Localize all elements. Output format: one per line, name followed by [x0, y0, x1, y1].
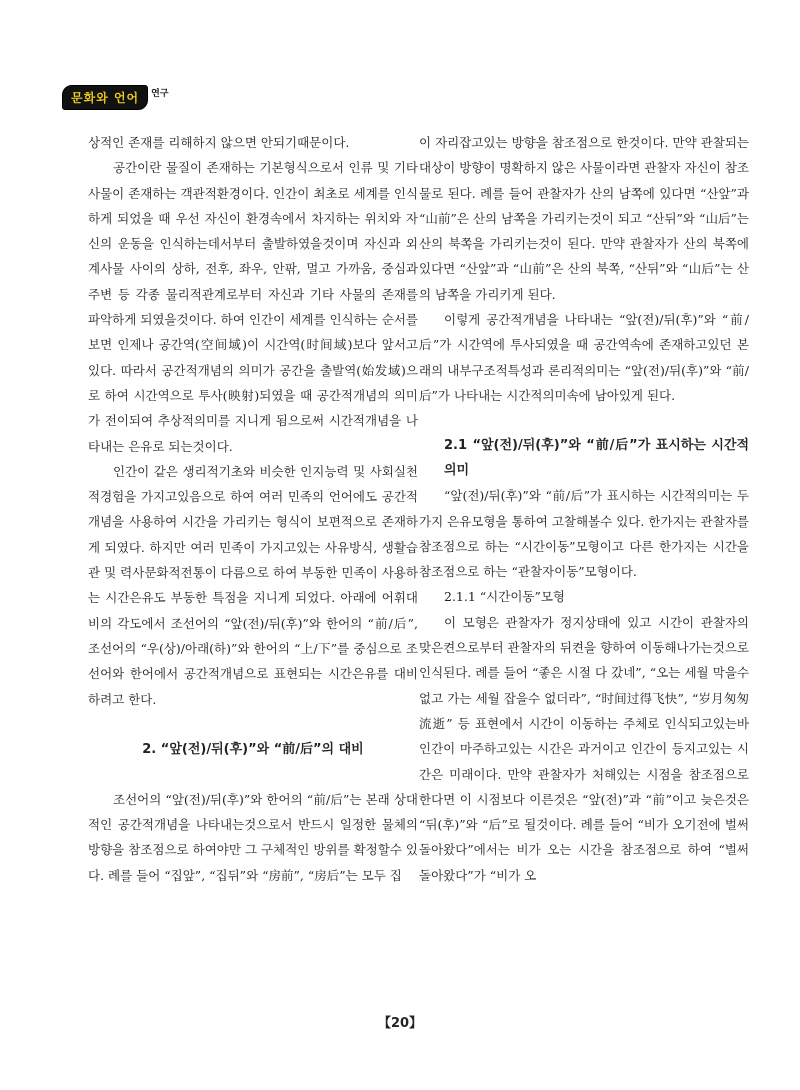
paragraph: “앞(전)/뒤(후)”와 “前/后”가 표시하는 시간적의미는 두가지 은유모형을 통하여 고찰해볼수 있다. 한가지는 관찰자를 참조점으로 하는 “시간이동”모형이고 다른 한가지는 시간을 참조점으로 하는 “관찰자이동”모형이다. — [419, 488, 749, 580]
paragraph: 이 자리잡고있는 방향을 참조점으로 한것이다. 만약 관찰되는 대상이 방향이 명확하지 않은 사물이라면 관찰자 자신이 참조물로 된다. 례를 들어 관찰자가 산의 남쪽에 있다면 “산앞”과 “山前”은 산의 남쪽을 가리키는것이 되고 “산뒤”와 “山后”는 산의 북쪽을 가리키는것이 된다. 만약 관찰자가 산의 북쪽에 있다면 “산앞”과 “山前”은 산의 북쪽, “산뒤”와 “山后”는 산의 남쪽을 가리키게 된다. — [419, 135, 749, 302]
top-margin — [0, 0, 800, 76]
logo-badge: 문화와 언어 — [62, 85, 148, 110]
spacer — [419, 408, 749, 433]
paragraph: 이렇게 공간적개념을 나타내는 “앞(전)/뒤(후)”와 “前/后”가 시간역에 투사되였을 때 공간역속에 존재하고있던 본래의 내부구조적특성과 론리적의미는 “앞(전)/뒤(후)”와 “前/后”가 나타내는 시간적의미속에 남아있게 된다. — [419, 312, 749, 403]
left-column — [88, 130, 418, 888]
spacer — [88, 762, 418, 787]
subsubsection-heading: 2.1.1 “시간이동”모형 — [444, 589, 566, 605]
paragraph: 조선어의 “앞(전)/뒤(후)”와 한어의 “前/后”는 본래 상대적인 공간적개념을 나타내는것으로서 반드시 일정한 물체의 방향을 참조점으로 하여야만 그 구체적인 방위를 확정할수 있다. 례를 들어 “집앞”, “집뒤”와 “房前”, “房后”는 모두 집 — [88, 791, 418, 883]
right-column — [419, 130, 749, 888]
paragraph: 상적인 존재를 리해하지 않으면 안되기때문이다. — [88, 135, 350, 150]
subsection-heading: 2.1 “앞(전)/뒤(후)”와 “前/后”가 표시하는 시간적의미 — [444, 438, 749, 479]
paragraph: 인간이 같은 생리적기초와 비슷한 인지능력 및 사회실천적경험을 가지고있음으로 하여 여러 민족의 언어에도 공간적개념을 사용하여 시간을 가리키는 형식이 보편적으로 존재하게 되였다. 하지만 여러 민족이 가지고있는 사유방식, 생활습관 및 력사문화적전통이 다름으로 하여 부동한 민족이 사용하는 시간은유도 부동한 특점을 지니게 되었다. 아래에 어휘대비의 각도에서 조선어의 “앞(전)/뒤(후)”와 한어의 “前/后”, 조선어의 “우(상)/아래(하)”와 한어의 “上/下”를 중심으로 조선어와 한어에서 공간적개념으로 표현되는 시간은유를 대비하려고 한다. — [88, 463, 418, 707]
page-number: 【20】 — [377, 1016, 423, 1031]
section-heading: 2. “앞(전)/뒤(후)”와 “前/后”의 대비 — [142, 741, 364, 757]
spacer — [88, 712, 418, 737]
paragraph: 공간이란 물질이 존재하는 기본형식으로서 인류 및 기타 사물이 존재하는 객관적환경이다. 인간이 최초로 세계를 인식하게 되었을 때 우선 자신이 환경속에서 차지하는 위치와 자신의 운동을 인식하는데서부터 출발하였을것이며 자신과 외계사물 사이의 상하, 전후, 좌우, 안팎, 멀고 가까움, 중심과 주변 등 각종 물리적관계로부터 자신과 기타 사물의 존재를 파악하게 되였을것이다. 하여 인간이 세계를 인식하는 순서를 보면 인제나 공간역(空间域)이 시간역(时间域)보다 앞서고 있다. 따라서 공간적개념의 의미가 공간을 출발역(始发域)으로 하여 시간역으로 투사(映射)되였을 때 공간적개념의 의미가 전이되여 추상적의미를 지니게 됨으로써 시간적개념을 나타내는 은유로 되는것이다. — [88, 160, 418, 454]
logo-suffix: 연구 — [151, 88, 169, 99]
journal-logo — [62, 86, 169, 108]
paragraph: 이 모형은 관찰자가 정지상태에 있고 시간이 관찰자의 맞은켠으로부터 관찰자의 뒤켠을 향하여 이동해나가는것으로 인식된다. 례를 들어 “좋은 시절 다 갔네”, “오는 세월 막을수 없고 가는 세월 잡을수 없더라”, “时间过得飞快”, “岁月匆匆流逝” 등 표현에서 시간이 이동하는 주체로 인식되고있는바 인간이 마주하고있는 시간은 과거이고 인간이 등지고있는 시간은 미래이다. 만약 관찰자가 처해있는 시점을 참조점으로 한다면 이 시점보다 이른것은 “앞(전)”과 “前”이고 늦은것은 “뒤(후)”와 “后”로 될것이다. 례를 들어 “비가 오기전에 벌써 돌아왔다”에서는 비가 오는 시간을 참조점으로 하여 “벌써 돌아왔다”가 “비가 오 — [419, 614, 749, 883]
